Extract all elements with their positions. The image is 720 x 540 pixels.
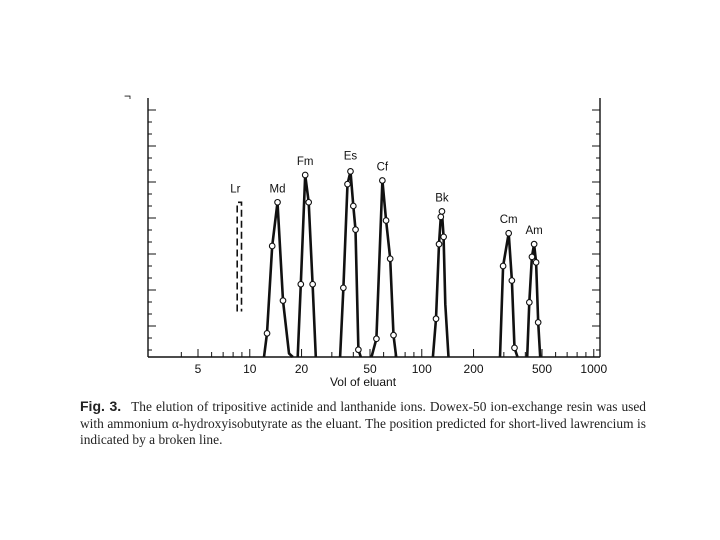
series-label-bk: Bk (435, 192, 449, 205)
x-axis-label: Vol of eluant (329, 375, 397, 389)
series-line-cf (372, 181, 397, 358)
data-point (391, 332, 397, 338)
data-point (356, 347, 362, 353)
data-point (351, 203, 357, 209)
data-point (500, 263, 506, 269)
series-label-lr: Lr (230, 183, 241, 196)
series-bk (433, 209, 449, 357)
series-label-fm: Fm (296, 156, 314, 168)
figure-caption (80, 398, 646, 449)
stray-mark: ¬ (124, 89, 132, 103)
data-point (310, 281, 316, 287)
x-tick-label: 200 (463, 362, 484, 376)
data-point (353, 227, 359, 233)
data-point (433, 316, 439, 322)
series-label-cf: Cf (376, 161, 389, 174)
data-point (264, 331, 270, 337)
data-point (512, 345, 518, 351)
series-layer (237, 169, 541, 357)
data-point (280, 298, 286, 304)
data-point (275, 200, 281, 206)
data-point (269, 243, 275, 249)
data-point (527, 300, 533, 306)
data-point (345, 181, 351, 187)
data-point (529, 254, 535, 260)
caption-text: The elution of tripositive actinide and lanthanide ions. Dowex-50 ion-exchange resin was used with ammonium α-hydroxyisobutyrate as the eluant. The position predicted for short-lived lawrencium is indicated by a broken line. (80, 399, 647, 447)
series-md (264, 200, 293, 358)
data-point (535, 320, 541, 326)
series-es (340, 169, 361, 357)
data-point (439, 209, 445, 215)
data-point (383, 218, 389, 224)
data-point (533, 260, 539, 266)
x-tick-label: 5 (194, 362, 202, 376)
series-label-am: Am (525, 225, 543, 238)
series-cm (500, 230, 518, 357)
series-fm (298, 172, 316, 357)
series-label-es: Es (343, 150, 358, 163)
data-point (298, 281, 304, 287)
series-line-cm (500, 233, 518, 357)
x-tick-label: 10 (243, 362, 257, 376)
data-point (438, 214, 444, 220)
data-point (348, 169, 354, 175)
x-tick-label: 1000 (580, 362, 608, 376)
series-label-cm: Cm (499, 214, 518, 227)
data-point (341, 285, 347, 291)
data-point (509, 278, 515, 284)
series-lr (237, 202, 241, 311)
caption-label: Fig. 3. (80, 398, 122, 414)
series-label-md: Md (269, 183, 286, 196)
x-tick-label: 500 (531, 362, 553, 376)
data-point (387, 256, 393, 262)
data-point (374, 336, 380, 342)
data-point (302, 172, 308, 178)
data-point (531, 241, 537, 247)
series-line-lr (237, 202, 241, 311)
data-point (436, 241, 442, 247)
data-point (441, 234, 447, 240)
x-tick-label: 20 (294, 362, 309, 376)
series-am (527, 241, 541, 357)
data-point (306, 200, 312, 206)
series-cf (372, 178, 397, 357)
series-line-es (340, 171, 361, 357)
x-tick-label: 50 (363, 362, 377, 376)
data-point (506, 230, 512, 236)
labels-layer (124, 89, 607, 389)
x-tick-label: 100 (411, 362, 432, 376)
series-line-bk (433, 211, 449, 357)
data-point (380, 178, 386, 184)
